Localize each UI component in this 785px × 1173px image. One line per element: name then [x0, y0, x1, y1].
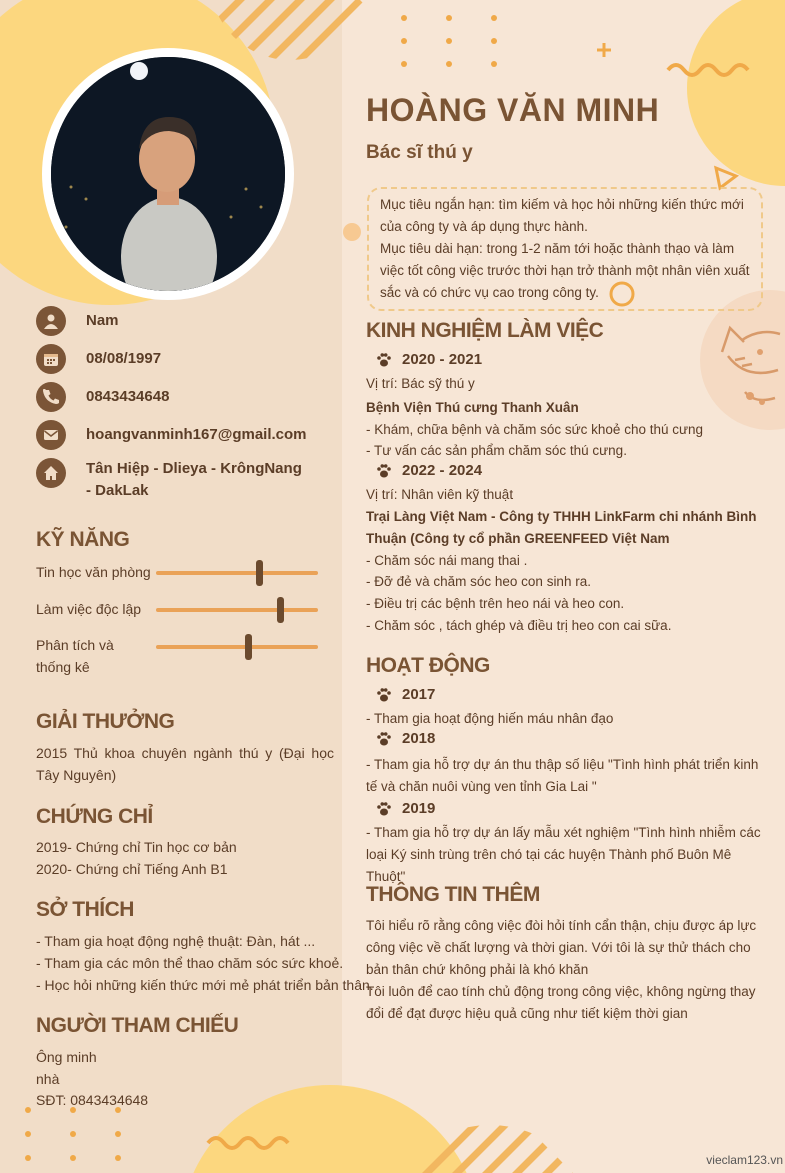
year-text: 2020 - 2021 — [402, 351, 483, 368]
paw-icon — [376, 687, 392, 703]
skill-label: Tin học văn phòng — [36, 564, 151, 580]
year-text: 2017 — [402, 686, 436, 703]
skills-title: KỸ NĂNG — [36, 528, 130, 551]
task-item: - Khám, chữa bệnh và chăm sóc sức khoẻ cho thú cưng — [366, 422, 704, 437]
objective-text — [380, 194, 750, 304]
paw-icon — [376, 352, 392, 368]
year-text: 2018 — [402, 730, 436, 747]
experience-title: KINH NGHIỆM LÀM VIỆC — [366, 319, 604, 342]
calendar-icon — [36, 344, 66, 374]
email-icon — [36, 420, 66, 450]
position-text: Vị trí: Nhân viên kỹ thuật — [366, 487, 514, 502]
reference-item: Ông minh — [36, 1049, 97, 1065]
home-icon — [36, 458, 66, 488]
address-text: Tân Hiệp - Dlieya - KrôngNang - DakLak — [86, 460, 302, 499]
experience-years — [376, 462, 482, 479]
job-title: Bác sĩ thú y — [366, 142, 473, 163]
task-item: - Đỡ đẻ và chăm sóc heo con sinh ra. — [366, 574, 591, 589]
email-text[interactable]: hoangvanminh167@gmail.com — [86, 426, 307, 443]
skill-knob — [245, 634, 252, 660]
hobby-item: - Tham gia các môn thể thao chăm sóc sức khoẻ. — [36, 955, 344, 971]
activity-year — [376, 686, 435, 703]
year-text: 2019 — [402, 800, 436, 817]
phone-icon — [36, 382, 66, 412]
skill-bar — [156, 608, 318, 612]
activity-item: - Tham gia hoạt động hiến máu nhân đạo — [366, 711, 614, 726]
birthday-text: 08/08/1997 — [86, 350, 162, 367]
paw-icon — [376, 731, 392, 747]
contact-address — [36, 458, 306, 502]
position-text: Vị trí: Bác sỹ thú y — [366, 376, 475, 391]
objective-short-term: Mục tiêu ngắn hạn: tìm kiếm và học hỏi những kiến thức mới của công ty và áp dụng thực hành. — [380, 197, 744, 234]
activities-title: HOẠT ĐỘNG — [366, 654, 490, 677]
hobby-item: - Tham gia hoạt động nghệ thuật: Đàn, hát ... — [36, 933, 316, 949]
contact-birthday — [36, 344, 161, 374]
brand-watermark[interactable]: vieclam123.vn — [706, 1153, 783, 1167]
contact-email — [36, 420, 307, 450]
skill-label: Làm việc độc lập — [36, 601, 142, 617]
task-item: - Tư vấn các sản phẩm chăm sóc thú cưng. — [366, 443, 627, 458]
paw-icon — [376, 801, 392, 817]
extra-info-title: THÔNG TIN THÊM — [366, 883, 540, 906]
reference-item: nhà — [36, 1071, 60, 1087]
company-text: Bệnh Viện Thú cưng Thanh Xuân — [366, 400, 579, 415]
activity-year — [376, 730, 435, 747]
user-icon — [36, 306, 66, 336]
reference-item: SĐT: 0843434648 — [36, 1092, 149, 1108]
hobbies-title: SỞ THÍCH — [36, 898, 134, 921]
activity-item: - Tham gia hỗ trợ dự án lấy mẫu xét nghiệm "Tình hình nhiễm các loại Ký sinh trùng trên chó tại các huyện Thành phố Buôn Mê Thuột" — [366, 825, 761, 884]
hobby-item: - Học hỏi những kiến thức mới mẻ phát triển bản thân. — [36, 977, 374, 993]
task-item: - Điều trị các bệnh trên heo nái và heo con. — [366, 596, 625, 611]
year-text: 2022 - 2024 — [402, 462, 483, 479]
certificate-item: 2020- Chứng chỉ Tiếng Anh B1 — [36, 861, 228, 877]
task-item: - Chăm sóc nái mang thai . — [366, 553, 528, 568]
avatar — [51, 57, 285, 291]
skill-label: Phân tích và thống kê — [36, 637, 114, 675]
certificates-title: CHỨNG CHỈ — [36, 805, 153, 828]
extra-paragraph: Tôi hiểu rõ rằng công việc đòi hỏi tính cẩn thận, chịu được áp lực công việc về chất lượng và thời gian. Với tôi là sự thử thách cho bản thân chứ không phải là khó khăn — [366, 918, 757, 977]
skill-knob — [277, 597, 284, 623]
extra-paragraph: Tôi luôn để cao tính chủ động trong công việc, không ngừng thay đổi để đạt được hiệu quả cũng như tiết kiệm thời gian — [366, 984, 756, 1021]
candidate-name: HOÀNG VĂN MINH — [366, 92, 660, 128]
phone-text[interactable]: 0843434648 — [86, 388, 170, 405]
gender-text: Nam — [86, 312, 119, 329]
activity-year — [376, 800, 435, 817]
skill-knob — [256, 560, 263, 586]
references-title: NGƯỜI THAM CHIẾU — [36, 1014, 239, 1037]
skill-bar — [156, 571, 318, 575]
certificate-item: 2019- Chứng chỉ Tin học cơ bản — [36, 839, 237, 855]
paw-icon — [376, 463, 392, 479]
task-item: - Chăm sóc , tách ghép và điều trị heo con cai sữa. — [366, 618, 672, 633]
awards-text: 2015 Thủ khoa chuyên ngành thú y (Đại học Tây Nguyên) — [36, 745, 334, 783]
experience-years — [376, 351, 482, 368]
awards-title: GIẢI THƯỞNG — [36, 710, 175, 733]
contact-gender — [36, 306, 119, 336]
skill-bar — [156, 645, 318, 649]
activity-item: - Tham gia hỗ trợ dự án thu thập số liệu "Tình hình phát triển kinh tế và chăn nuôi vùng ven tỉnh Gia Lai " — [366, 757, 759, 794]
contact-phone — [36, 382, 169, 412]
objective-long-term: Mục tiêu dài hạn: trong 1-2 năm tới hoặc thành thạo và làm việc tốt công việc trước thời hạn trở thành một nhân viên xuất sắc và có chức vụ cao trong công ty. — [380, 241, 750, 300]
company-text: Trại Làng Việt Nam - Công ty THHH LinkFarm chi nhánh Bình Thuận (Công ty cổ phần GREENFEED Việt Nam — [366, 509, 757, 546]
